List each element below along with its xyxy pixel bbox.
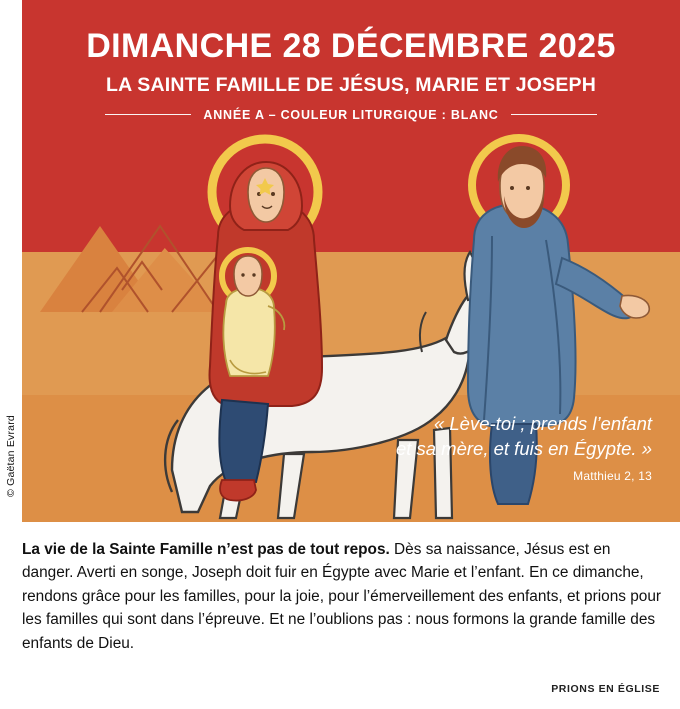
rule-left xyxy=(105,114,191,116)
liturgical-row xyxy=(22,108,680,122)
body-paragraph xyxy=(22,538,662,655)
header-block xyxy=(22,14,680,122)
page-title-date: DIMANCHE 28 DÉCEMBRE 2025 xyxy=(86,27,616,65)
body-rest: Dès sa naissance, Jésus est en danger. Averti en songe, Joseph doit fuir en Égypte avec Marie et l’enfant. En ce dimanche, rendons grâce pour les familles, pour la joie, pour l’émerveillement des enfants, et prions pour les familles qui sont dans l’épreuve. Et ne l’oublions pas : nous formons la grande famille des enfants de Dieu. xyxy=(22,541,662,652)
body-lead: La vie de la Sainte Famille n’est pas de tout repos. xyxy=(22,541,390,558)
image-credit-text: © Gaëtan Evrard xyxy=(5,415,18,497)
verse-block xyxy=(322,412,652,483)
rule-right xyxy=(511,114,597,116)
verse-line-2: et sa mère, et fuis en Égypte. » xyxy=(395,437,652,459)
image-credit xyxy=(0,396,22,516)
liturgical-info: ANNÉE A – COULEUR LITURGIQUE : BLANC xyxy=(203,107,499,122)
verse-line-1: « Lève-toi ; prends l’enfant xyxy=(433,413,652,434)
page-subtitle-feast: LA SAINTE FAMILLE DE JÉSUS, MARIE ET JOSEPH xyxy=(105,73,597,96)
illustration-card xyxy=(22,0,680,522)
verse-reference: Matthieu 2, 13 xyxy=(573,468,652,483)
footer-brand: PRIONS EN ÉGLISE xyxy=(551,683,660,695)
